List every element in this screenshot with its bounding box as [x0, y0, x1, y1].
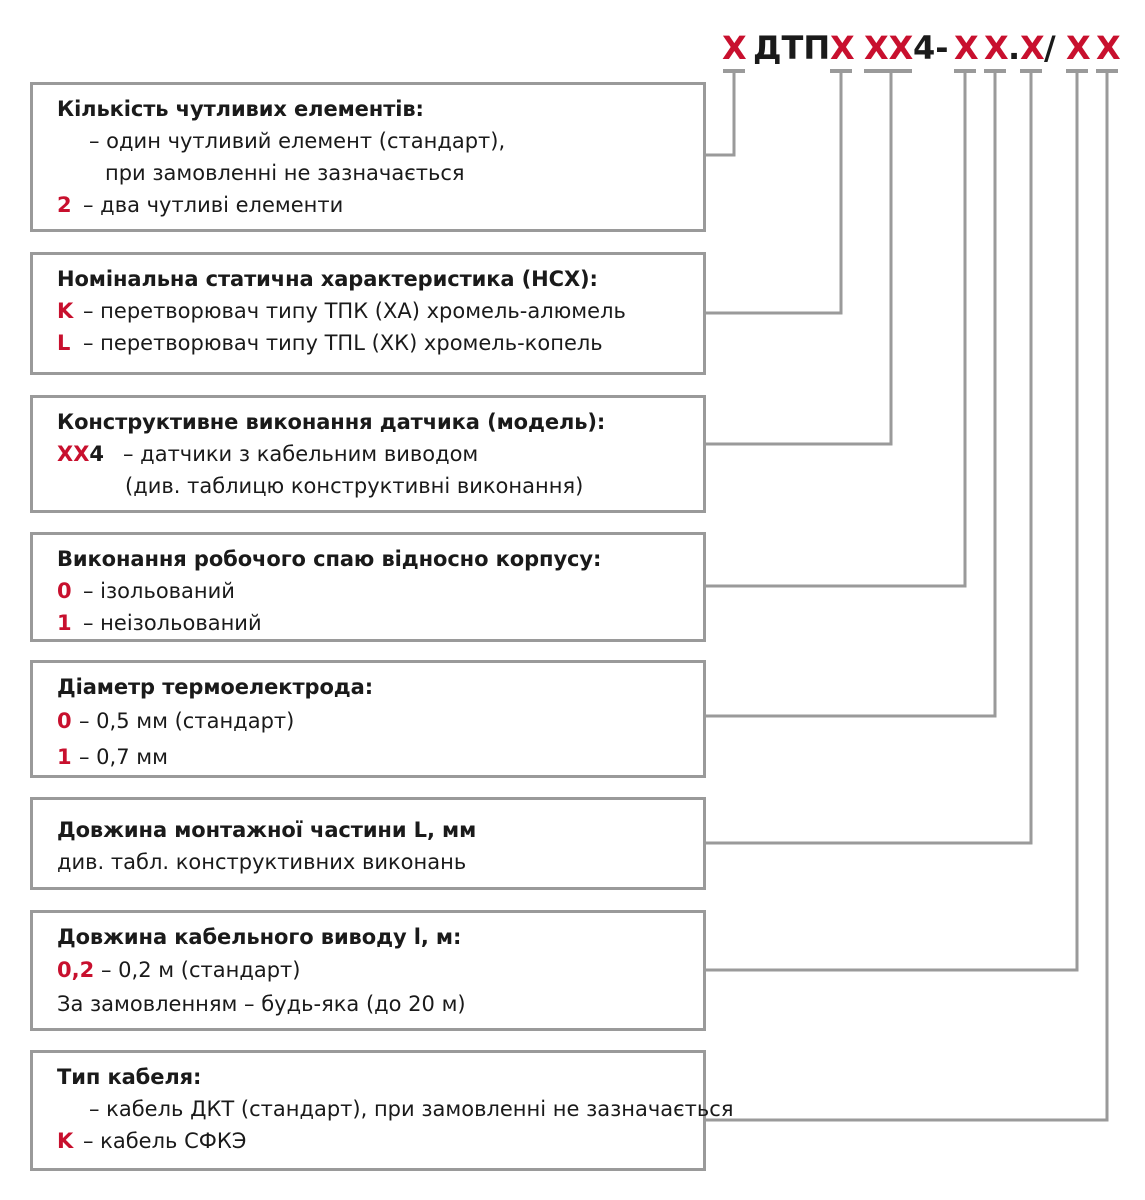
row-text: – перетворювач типу ТПК (ХА) хромель-алюмель — [83, 299, 626, 323]
connector-4 — [706, 71, 965, 586]
block-model — [30, 395, 706, 513]
block-row — [57, 575, 703, 607]
row-key: 0,2 — [57, 958, 95, 982]
connector-6 — [706, 71, 1031, 843]
block-row — [57, 470, 703, 502]
block-row — [57, 438, 703, 470]
row-text: – 0,5 мм (стандарт) — [79, 709, 295, 733]
block-title: Виконання робочого спаю відносно корпусу: — [57, 547, 602, 571]
block-row — [57, 157, 703, 189]
row-text: – 0,7 мм — [79, 745, 168, 769]
row-key: 0 — [57, 579, 72, 603]
row-key: 0 — [57, 709, 72, 733]
block-row — [57, 1125, 703, 1157]
block-title: Конструктивне виконання датчика (модель): — [57, 410, 606, 434]
block-row — [57, 846, 703, 878]
block-title: Діаметр термоелектрода: — [57, 675, 374, 699]
block-diameter — [30, 660, 706, 778]
row-text: За замовленням – будь-яка (до 20 м) — [57, 992, 466, 1016]
block-row — [57, 327, 703, 359]
row-key: 2 — [57, 193, 72, 217]
connector-1 — [706, 71, 734, 155]
block-title: Довжина монтажної частини L, мм — [57, 818, 477, 842]
block-title: Довжина кабельного виводу l, м: — [57, 925, 462, 949]
code-sensing-elements: X — [722, 29, 747, 67]
row-text: – 0,2 м (стандарт) — [101, 958, 301, 982]
block-row — [57, 189, 703, 221]
row-key: 1 — [57, 611, 72, 635]
code-dot: . — [1008, 29, 1021, 67]
row-text: (див. таблицю конструктивні виконання) — [125, 474, 584, 498]
block-row — [57, 987, 703, 1021]
row-text: див. табл. конструктивних виконань — [57, 850, 467, 874]
block-cable-length — [30, 910, 706, 1031]
row-text: – кабель СФКЭ — [83, 1129, 247, 1153]
code-nsh: X — [830, 29, 855, 67]
row-text: при замовленні не зазначається — [105, 161, 465, 185]
block-nsh — [30, 252, 706, 375]
row-text: – неізольований — [83, 611, 262, 635]
block-row — [57, 953, 703, 987]
block-junction — [30, 532, 706, 642]
block-title: Номінальна статична характеристика (НСХ): — [57, 267, 598, 291]
row-text: – один чутливий елемент (стандарт), — [89, 129, 506, 153]
row-key-code: XX — [57, 442, 90, 466]
row-text: – ізольований — [83, 579, 235, 603]
row-text: – перетворювач типу ТПL (ХК) хромель-копель — [83, 331, 603, 355]
row-key: 1 — [57, 745, 72, 769]
block-row — [57, 1093, 734, 1125]
block-sensing-elements — [30, 82, 706, 232]
row-key: L — [57, 331, 71, 355]
block-row — [57, 703, 703, 739]
row-text: – датчики з кабельним виводом — [123, 442, 479, 466]
row-key — [57, 438, 123, 470]
code-diameter: X — [984, 29, 1009, 67]
block-title: Тип кабеля: — [57, 1065, 202, 1089]
row-text: – два чутливі елементи — [83, 193, 344, 217]
code-cable-length: X — [1066, 29, 1091, 67]
block-title: Кількість чутливих елементів: — [57, 97, 424, 121]
code-prefix: ДТП — [753, 29, 831, 67]
code-model-suffix: 4- — [913, 29, 949, 67]
code-junction: X — [954, 29, 979, 67]
row-key-suffix: 4 — [89, 442, 105, 466]
block-row — [57, 125, 703, 157]
row-key: K — [57, 299, 74, 323]
row-key: K — [57, 1129, 74, 1153]
code-model: XX — [864, 29, 914, 67]
block-row — [57, 607, 703, 639]
block-mount-length — [30, 797, 706, 890]
block-cable-type — [30, 1050, 734, 1171]
code-slash: / — [1044, 29, 1056, 67]
code-cable-type: X — [1096, 29, 1121, 67]
row-text: – кабель ДКТ (стандарт), при замовленні не зазначається — [89, 1097, 734, 1121]
connector-2 — [706, 71, 841, 313]
connector-8 — [706, 71, 1107, 1120]
connector-5 — [706, 71, 995, 716]
code-length: X — [1020, 29, 1045, 67]
block-row — [57, 295, 703, 327]
block-row — [57, 739, 703, 775]
